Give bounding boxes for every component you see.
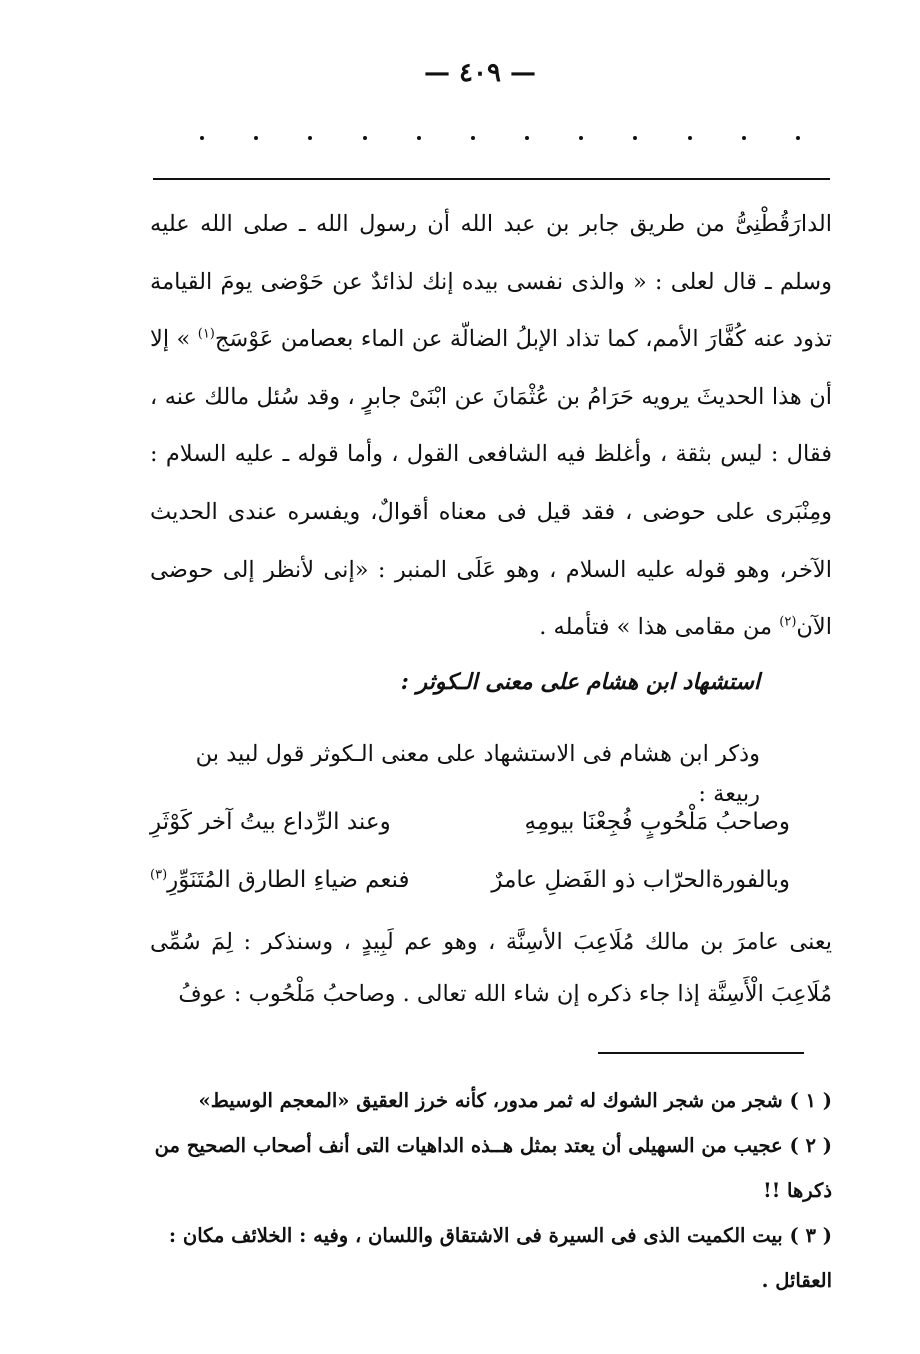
footnote-ref-2: (٢) <box>779 614 797 630</box>
separator-dot <box>254 136 258 140</box>
separator-dot <box>363 136 367 140</box>
footnote <box>150 1213 832 1303</box>
separator-dot <box>742 136 746 140</box>
decorative-dot-separator <box>200 136 800 156</box>
footnote-number: ( ١ ) <box>789 1089 832 1112</box>
separator-dot <box>200 136 204 140</box>
footnote-number: ( ٢ ) <box>789 1134 832 1157</box>
separator-dot <box>688 136 692 140</box>
footnotes <box>150 1078 832 1303</box>
footnote-text: بيت الكميت الذى فى السيرة فى الاشتقاق واللسان ، وفيه : الخلائف مكان : العقائل . <box>168 1224 832 1292</box>
page-number: — ٤٠٩ — <box>423 58 537 88</box>
footnote-text: عجيب من السهيلى أن يعتد بمثل هــذه الداهيات التى أنف أصحاب الصحيح من ذكرها !! <box>154 1134 832 1202</box>
verse-first-hemistich: وبالفورةالحرّاب ذو الفَضلِ عامرٌ <box>491 867 790 893</box>
paragraph-text-end: من مقامى هذا » فتأمله . <box>539 614 780 641</box>
separator-dot <box>633 136 637 140</box>
verse-second-text: فنعم ضياءِ الطارق المُتَنَوِّرِ <box>167 867 410 893</box>
separator-dot <box>308 136 312 140</box>
verse-second-hemistich <box>150 798 391 846</box>
footnote-ref-3: (٣) <box>150 867 168 883</box>
verse-second-text: وعند الرِّداع بيتُ آخر كَوْثَرِ <box>150 809 391 835</box>
closing-paragraph <box>150 916 832 1020</box>
separator-dot <box>417 136 421 140</box>
footnote-ref-1: (١) <box>197 326 215 342</box>
footnote-number: ( ٣ ) <box>789 1224 832 1247</box>
footnote <box>150 1123 832 1213</box>
poem-verse <box>150 856 790 904</box>
footnote <box>150 1078 832 1123</box>
footnote-rule <box>598 1052 804 1054</box>
separator-dot <box>796 136 800 140</box>
main-paragraph <box>150 196 832 657</box>
verse-first-hemistich: وصاحبُ مَلْحُوبٍ فُجِعْنَا بيومِهِ <box>524 809 790 835</box>
section-heading: استشهاد ابن هشام على معنى الـكوثر : <box>400 669 760 695</box>
separator-dot <box>471 136 475 140</box>
closing-text: يعنى عامرَ بن مالك مُلَاعِبَ الأسِنَّة ، وهو عم لَبِيدٍ ، وسنذكر : لِمَ سُمِّى مُلَاعِبَ الْأَسِنَّة إذا جاء ذكره إن شاء الله تعالى . وصاحبُ مَلْحُوب : عوفُ <box>150 929 832 1007</box>
paragraph-text-continued: » إلا أن هذا الحديثَ يرويه حَرَامُ بن عُثْمَانَ عن ابْنَىْ جابرٍ ، وقد سُئل مالك عنه ، فقال : ليس بثقة ، وأغلظ فيه الشافعى القول ، وأما قوله ـ عليه السلام : ومِنْبَرى على حوضى ، فقد قيل فى معناه أقوالٌ، ويفسره عندى الحديث الآخر، وهو قوله عليه السلام ، وهو عَلَى المنبر : «إنى لأنظر إلى حوضى الآن <box>150 326 832 641</box>
header-rule <box>153 178 830 180</box>
paragraph-text: الدارَقُطْنِىُّ من طريق جابر بن عبد الله أن رسول الله ـ صلى الله عليه وسلم ـ قال لعلى : « والذى نفسى بيده إنك لذائدٌ عن حَوْضى يومَ القيامة تذود عنه كُفَّارَ الأمم، كما تذاد الإبلُ الضالّة عن الماء بعصامن عَوْسَج <box>150 211 833 353</box>
verse-second-hemistich <box>150 856 410 904</box>
separator-dot <box>525 136 529 140</box>
section-intro: وذكر ابن هشام فى الاستشهاد على معنى الـكوثر قول لبيد بن ربيعة : <box>195 741 760 807</box>
footnote-text: شجر من شجر الشوك له ثمر مدور، كأنه خرز العقيق «المعجم الوسيط» <box>198 1089 790 1112</box>
separator-dot <box>579 136 583 140</box>
poem-verse <box>150 798 790 846</box>
